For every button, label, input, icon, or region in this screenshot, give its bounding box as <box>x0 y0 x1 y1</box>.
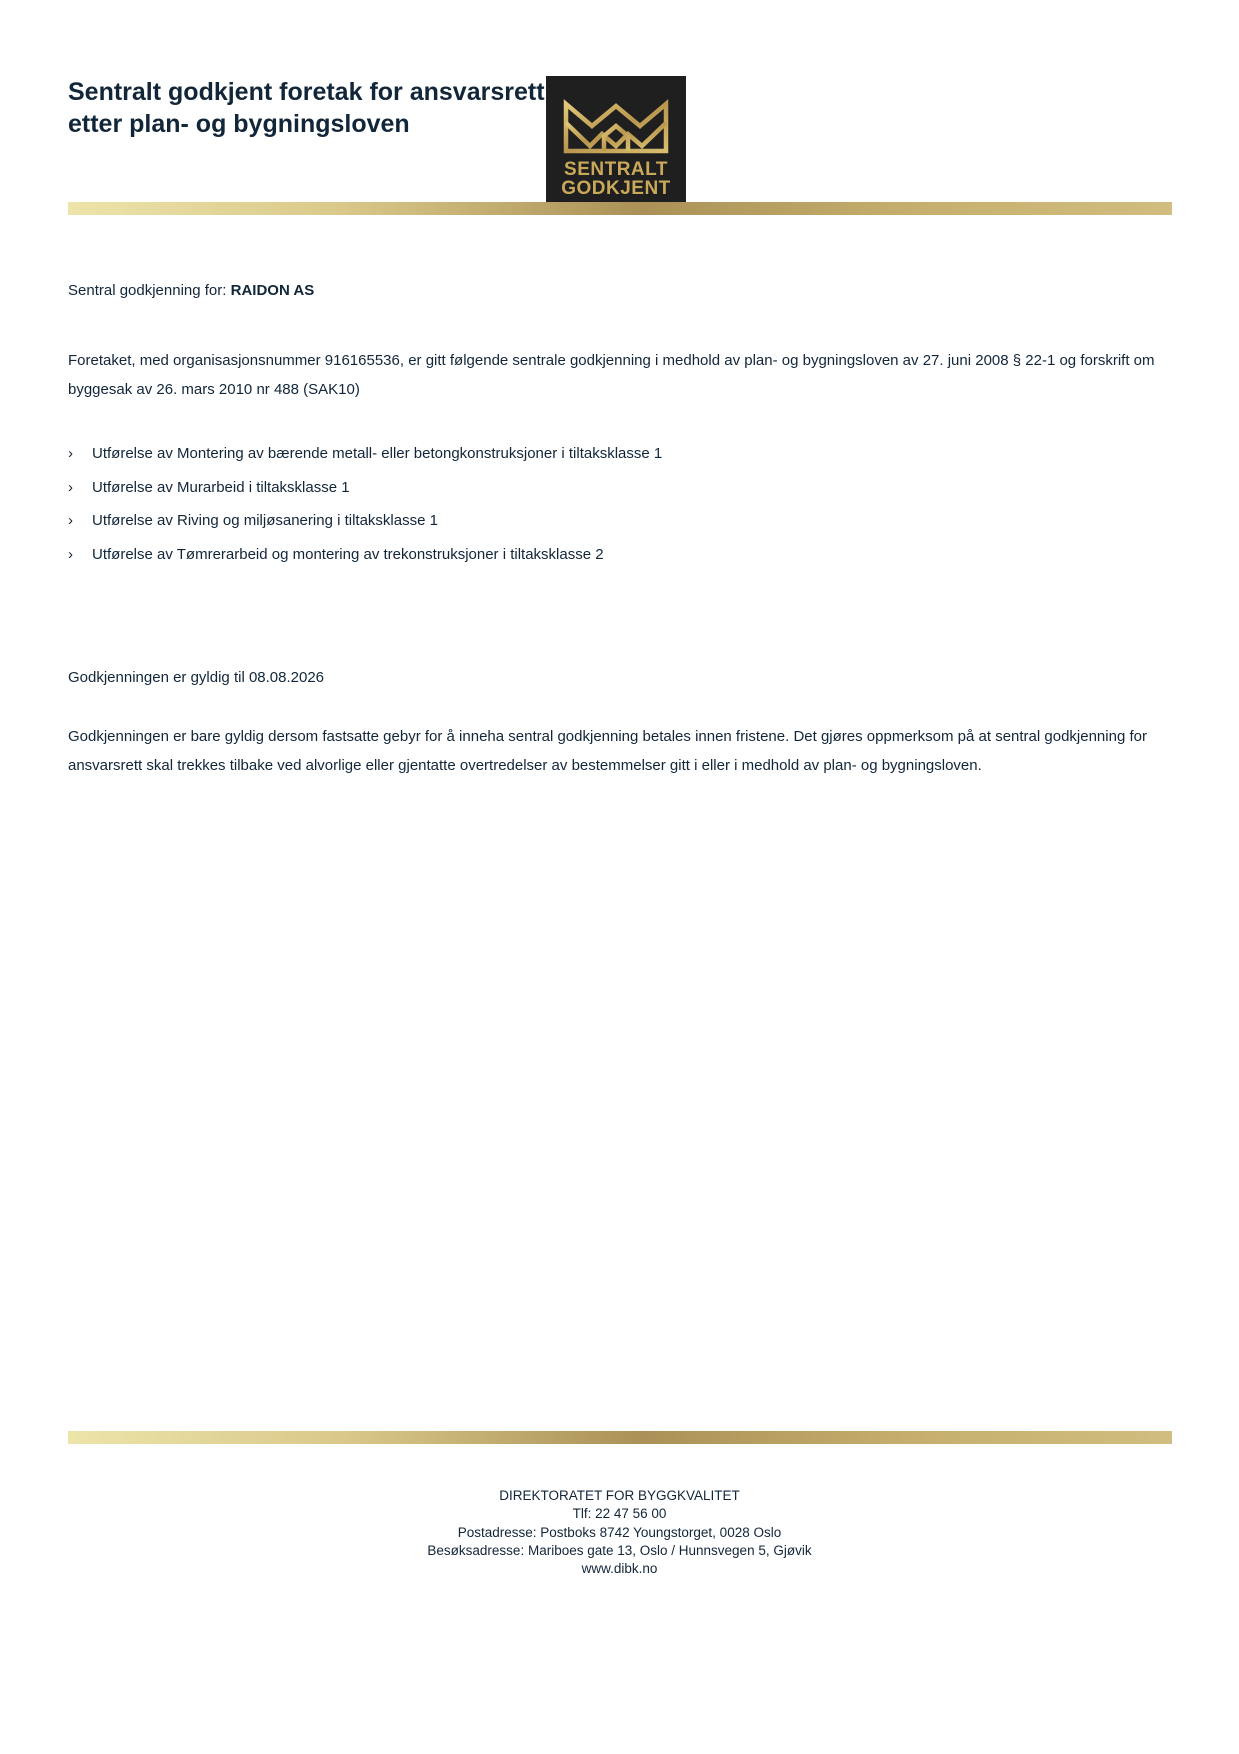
footer-visit-address: Besøksadresse: Mariboes gate 13, Oslo / Hunnsvegen 5, Gjøvik <box>427 1542 812 1558</box>
list-item <box>68 506 662 540</box>
approval-item-text: Utførelse av Murarbeid i tiltaksklasse 1 <box>92 478 350 496</box>
approval-list <box>68 439 662 573</box>
bullet-icon: › <box>68 512 73 529</box>
footer-website-link[interactable]: www.dibk.no <box>581 1561 658 1577</box>
company-name: RAIDON AS <box>230 282 315 299</box>
bullet-icon: › <box>68 445 73 462</box>
approval-item-text: Utførelse av Riving og miljøsanering i tiltaksklasse 1 <box>92 512 438 529</box>
logo-text-sentralt: SENTRALT <box>564 159 668 180</box>
approval-item-text: Utførelse av Montering av bærende metall- eller betongkonstruksjoner i tiltaksklasse 1 <box>92 445 663 462</box>
list-item <box>68 540 662 574</box>
list-item <box>68 473 662 507</box>
header-divider <box>68 202 1172 215</box>
intro-paragraph: Foretaket, med organisasjonsnummer 916165536, er gitt følgende sentrale godkjenning i medhold av plan- og bygningsloven av 27. juni 2008 § 22-1 og forskrift om byggesak av 26. mars 2010 nr 488 (SAK10) <box>68 352 1155 398</box>
bullet-icon: › <box>68 545 73 563</box>
logo-text-godkjent: GODKJENT <box>561 178 671 199</box>
approval-item-text: Utførelse av Tømrerarbeid og montering av trekonstruksjoner i tiltaksklasse 2 <box>92 545 604 563</box>
footer <box>0 1487 1239 1578</box>
approval-label: Sentral godkjenning for: <box>68 282 227 299</box>
title-line-2: etter plan- og bygningsloven <box>68 110 410 138</box>
footer-postal-address: Postadresse: Postboks 8742 Youngstorget, 0028 Oslo <box>457 1524 782 1540</box>
page-title <box>68 76 545 140</box>
footer-divider <box>68 1431 1172 1444</box>
sentralt-godkjent-logo <box>546 76 686 202</box>
footer-phone: Tlf: 22 47 56 00 <box>572 1506 667 1522</box>
validity-statement: Godkjenningen er gyldig til 08.08.2026 <box>68 669 325 686</box>
approval-heading <box>68 276 314 305</box>
footer-org: DIREKTORATET FOR BYGGKVALITET <box>499 1488 740 1503</box>
list-item <box>68 439 662 473</box>
notice-paragraph: Godkjenningen er bare gyldig dersom fastsatte gebyr for å inneha sentral godkjenning betales innen fristene. Det gjøres oppmerksom på at sentral godkjenning for ansvarsrett skal trekkes tilbake ved alvorlige eller gjentatte overtredelser av bestemmelser gitt i eller i medhold av plan- og bygningsloven. <box>68 728 1147 774</box>
bullet-icon: › <box>68 478 73 496</box>
title-line-1: Sentralt godkjent foretak for ansvarsrett <box>68 78 545 106</box>
